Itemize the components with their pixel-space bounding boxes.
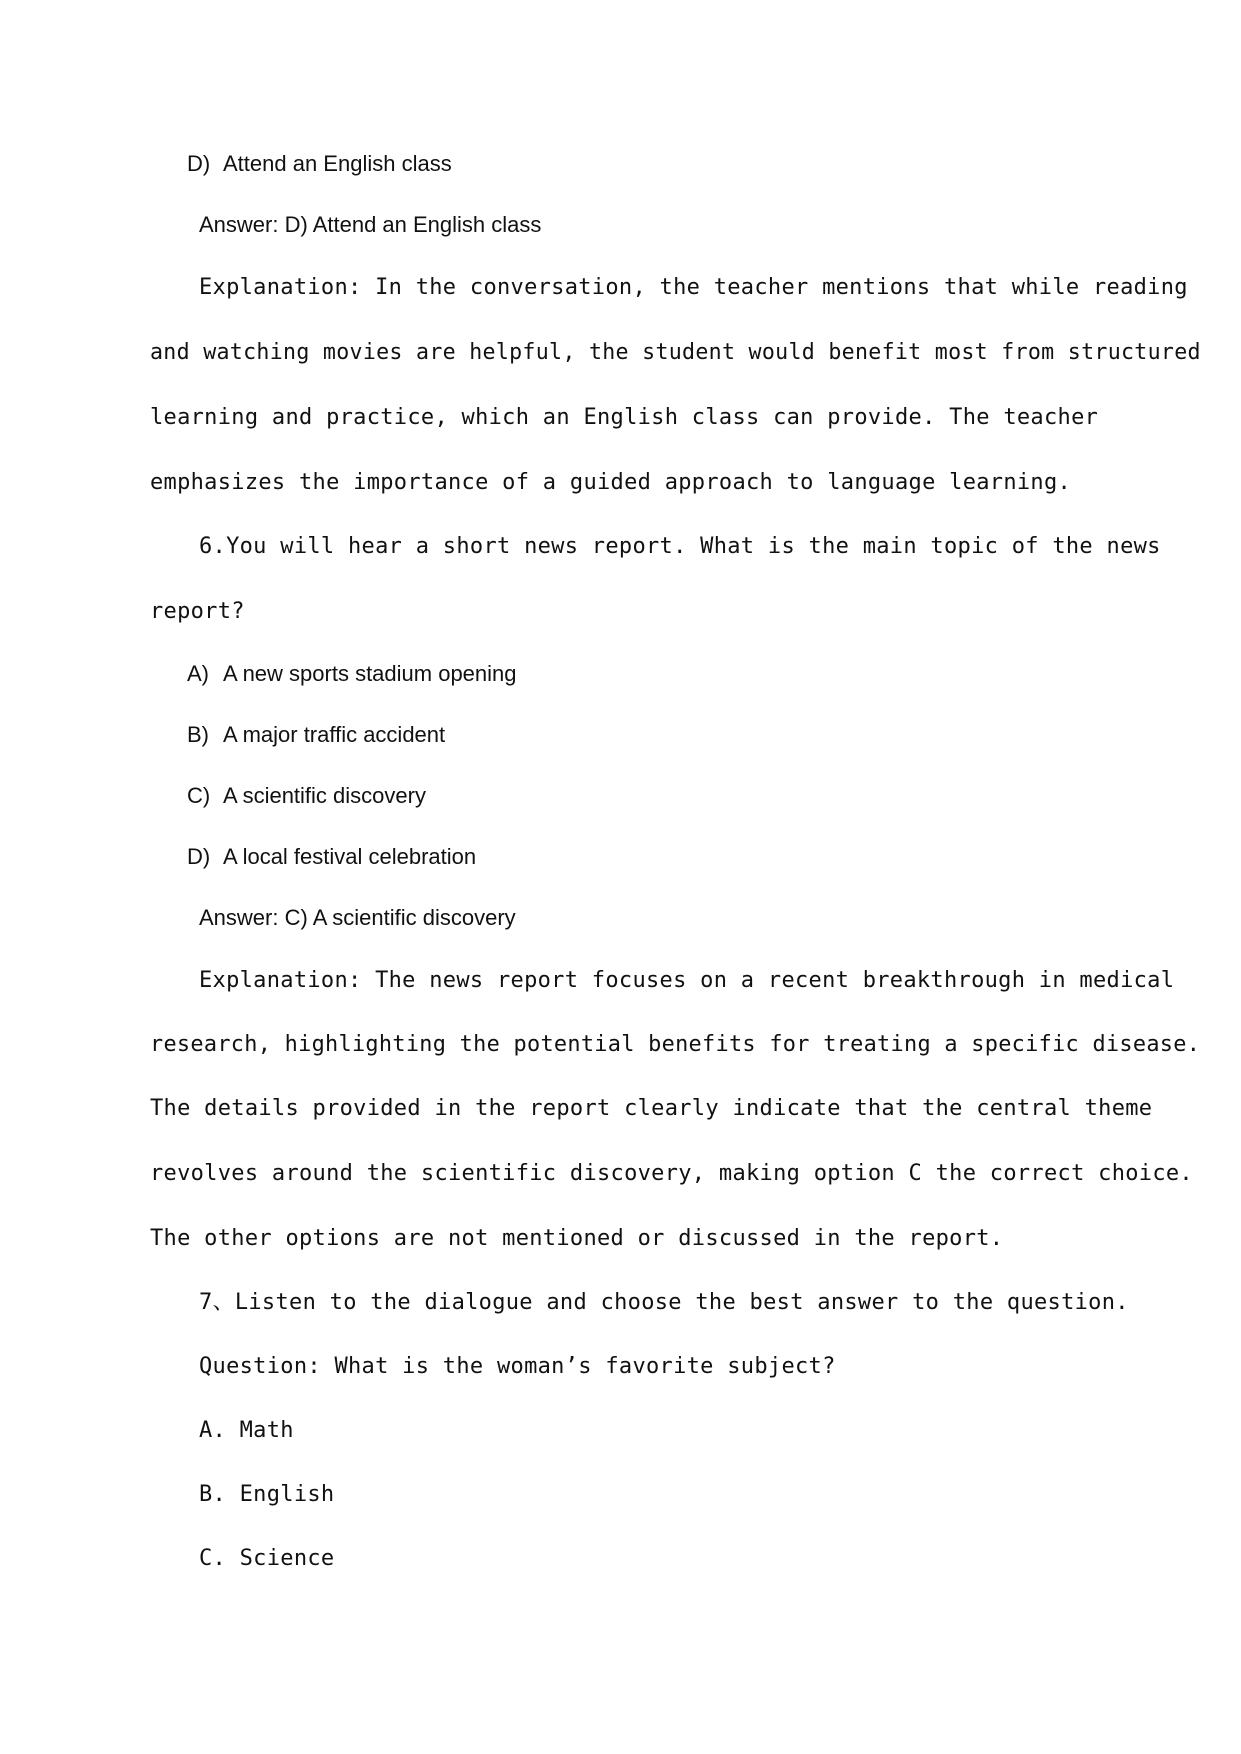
q6-explanation-line-4: revolves around the scientific discovery, making option C the correct choice. xyxy=(150,1161,1193,1186)
q7-option-c: C. Science xyxy=(199,1546,335,1571)
q6-option-a xyxy=(187,663,517,685)
q5-explanation-line-1: Explanation: In the conversation, the teacher mentions that while reading xyxy=(199,275,1188,300)
option-letter: B) xyxy=(187,722,209,747)
q6-answer: Answer: C) A scientific discovery xyxy=(199,905,516,930)
q5-option-d xyxy=(187,153,452,175)
q6-explanation-line-3: The details provided in the report clearly indicate that the central theme xyxy=(150,1096,1153,1121)
q7-question: Question: What is the woman’s favorite subject? xyxy=(199,1354,836,1379)
q6-option-d xyxy=(187,846,476,868)
q6-option-c xyxy=(187,785,426,807)
q5-answer: Answer: D) Attend an English class xyxy=(199,212,542,237)
q6-explanation-line-2: research, highlighting the potential benefits for treating a specific disease. xyxy=(150,1032,1201,1057)
option-letter: D) xyxy=(187,151,211,176)
option-text: Attend an English class xyxy=(223,151,452,176)
q5-explanation-line-3: learning and practice, which an English class can provide. The teacher xyxy=(150,405,1099,430)
q6-explanation-line-1: Explanation: The news report focuses on a recent breakthrough in medical xyxy=(199,968,1175,993)
option-text: A scientific discovery xyxy=(223,783,426,808)
q6-explanation-line-5: The other options are not mentioned or discussed in the report. xyxy=(150,1226,1004,1251)
option-text: A new sports stadium opening xyxy=(223,661,517,686)
q6-question-line-1: 6.You will hear a short news report. What is the main topic of the news xyxy=(199,534,1161,559)
q6-question-line-2: report? xyxy=(150,599,245,624)
option-text: A local festival celebration xyxy=(223,844,477,869)
q5-explanation-line-2: and watching movies are helpful, the student would benefit most from structured xyxy=(150,340,1201,365)
option-letter: D) xyxy=(187,844,211,869)
option-letter: A) xyxy=(187,661,209,686)
q7-option-b: B. English xyxy=(199,1482,335,1507)
option-letter: C) xyxy=(187,783,211,808)
q5-explanation-line-4: emphasizes the importance of a guided approach to language learning. xyxy=(150,470,1072,495)
q7-instruction: 7、Listen to the dialogue and choose the best answer to the question. xyxy=(199,1290,1129,1315)
q7-option-a: A. Math xyxy=(199,1418,294,1443)
q6-option-b xyxy=(187,724,445,746)
option-text: A major traffic accident xyxy=(223,722,446,747)
